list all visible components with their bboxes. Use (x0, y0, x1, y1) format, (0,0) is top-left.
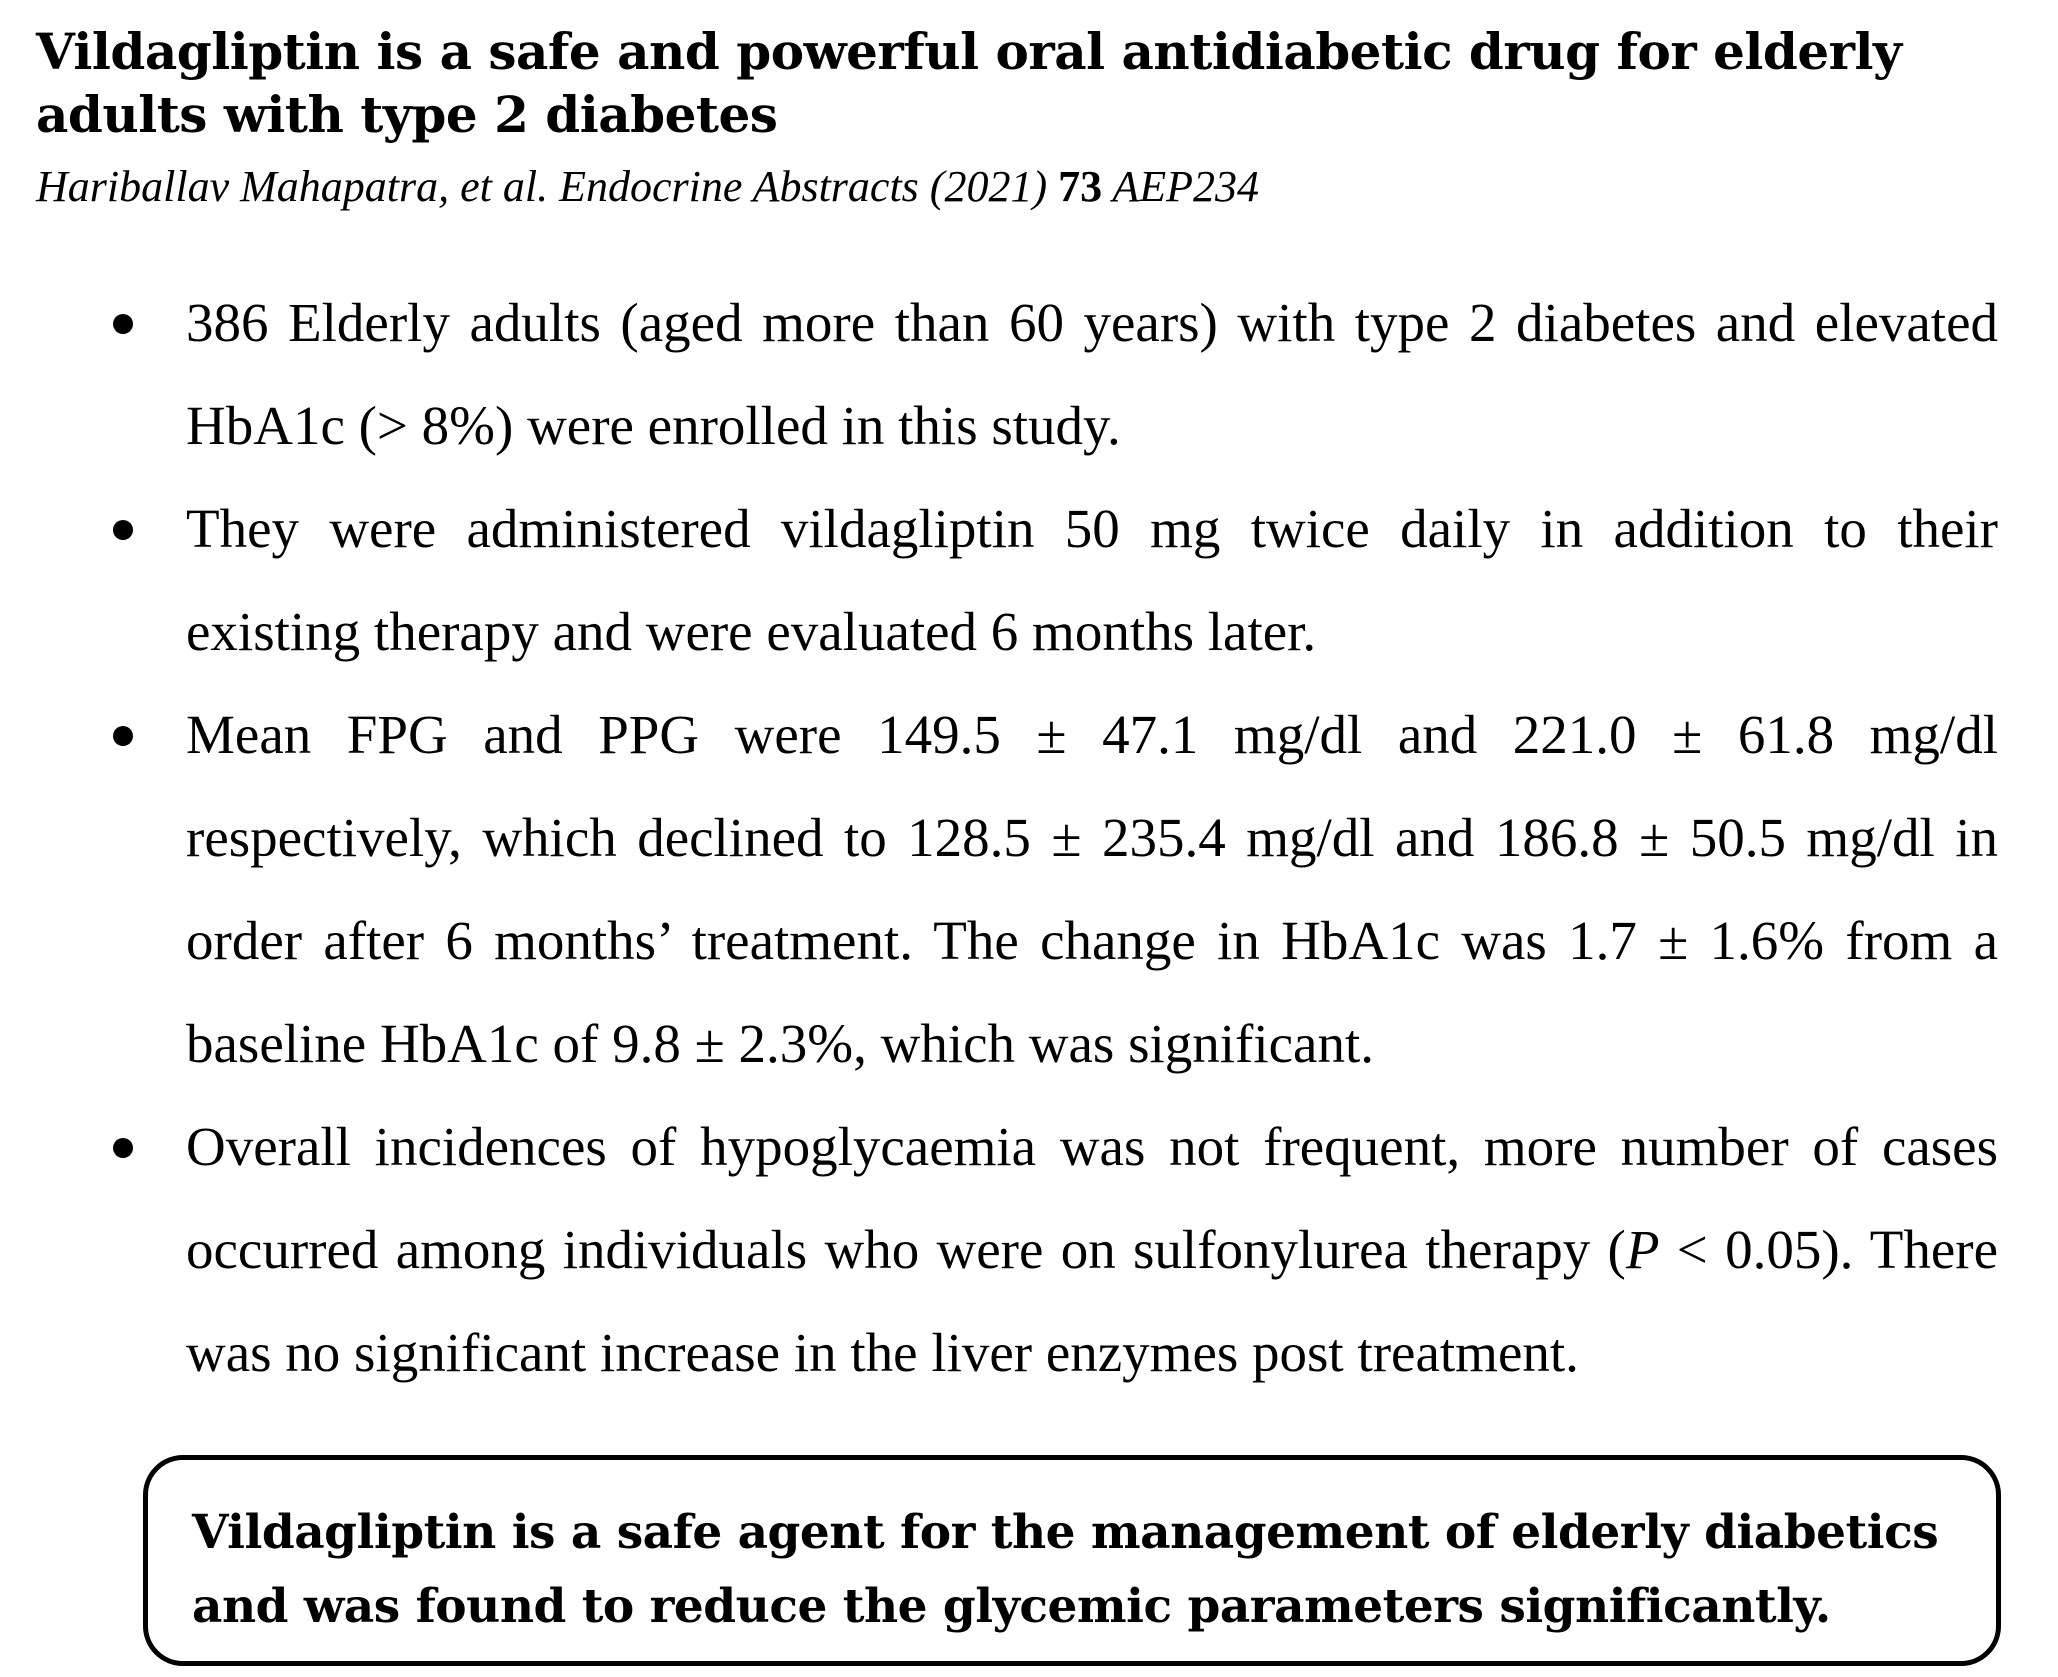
list-item (0, 1095, 2058, 1404)
bullet-text-part: Overall incidences of hypoglycaemia was not frequent, more number of cases occurred among individuals who were on sulfonylurea therapy ( (186, 1116, 1998, 1280)
bullet-text: They were administered vildagliptin 50 mg twice daily in addition to their existing therapy and were evaluated 6 months later. (186, 498, 1998, 662)
bullet-icon (113, 520, 133, 540)
list-item (0, 683, 2058, 1095)
bullet-icon (113, 1138, 133, 1158)
list-item (0, 477, 2058, 683)
bullet-text: 386 Elderly adults (aged more than 60 years) with type 2 diabetes and elevated HbA1c (> 8%) were enrolled in this study. (186, 292, 1998, 456)
citation-volume: 73 (1058, 162, 1103, 211)
bullet-text-part: < 0.05). There was no significant increase in the liver enzymes post treatment. (186, 1219, 1999, 1383)
bullet-text: Mean FPG and PPG were 149.5 ± 47.1 mg/dl and 221.0 ± 61.8 mg/dl respectively, which declined to 128.5 ± 235.4 mg/dl and 186.8 ± 50.5 mg/dl in order after 6 months’ treatment. The change in HbA1c was 1.7 ± 1.6% from a baseline HbA1c of 9.8 ± 2.3%, which was significant. (186, 704, 1998, 1074)
bullet-icon (113, 726, 133, 746)
p-value-symbol: P (1625, 1219, 1660, 1280)
bullet-icon (113, 314, 133, 334)
document-title: Vildagliptin is a safe and powerful oral antidiabetic drug for elderly adults with type 2 diabetes (36, 22, 1902, 144)
bullet-text (186, 1095, 1998, 1404)
citation (36, 161, 1259, 213)
conclusion-box (143, 1455, 2001, 1666)
findings-list (0, 271, 2058, 1404)
conclusion-text: Vildagliptin is a safe agent for the management of elderly diabetics and was found to reduce the glycemic parameters significantly. (192, 1505, 1939, 1634)
citation-authors-source: Hariballav Mahapatra, et al. Endocrine Abstracts (2021) (36, 162, 1048, 211)
list-item (0, 271, 2058, 477)
citation-article-id: AEP234 (1112, 162, 1259, 211)
